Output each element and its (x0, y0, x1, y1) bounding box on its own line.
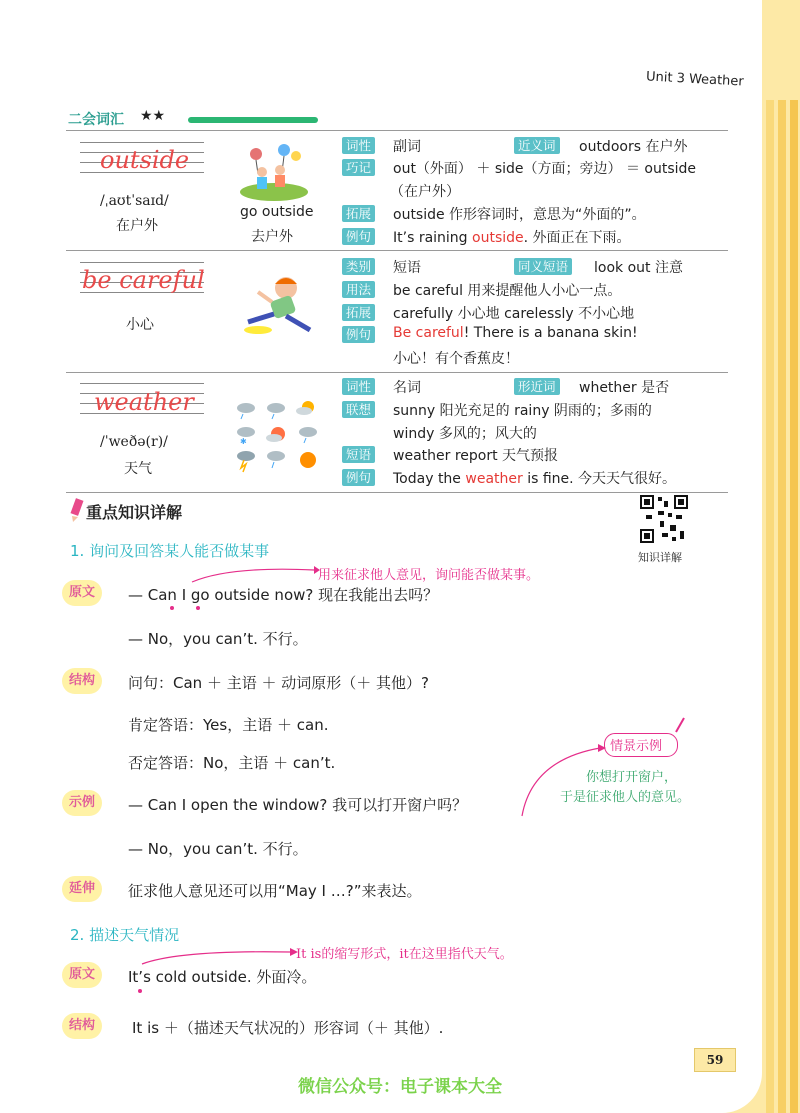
annotation-arrow (190, 560, 320, 586)
slipping-boy-illustration (228, 272, 324, 342)
structure-negative: 否定答语：No，主语 ＋ can’t. (128, 754, 336, 772)
weather-icons-illustration (234, 398, 320, 474)
image-caption: go outside (240, 204, 314, 220)
unit-header: Unit 3 Weather (645, 69, 745, 90)
label-example: 示例 (62, 790, 102, 816)
separator (66, 130, 728, 131)
original-reply: — No，you can’t. 不行。 (128, 630, 308, 648)
phonetic: /ˌaʊtˈsaɪd/ (100, 193, 169, 209)
tag-label: 近义词 (514, 137, 560, 154)
extension-text: 征求他人意见还可以用“May I …?”来表达。 (128, 882, 422, 900)
entry-text: be careful 用来提醒他人小心一点。 (393, 283, 622, 299)
tag-label: 类别 (342, 258, 375, 275)
qr-code-icon[interactable] (638, 493, 690, 545)
kids-outdoors-illustration (238, 140, 310, 202)
footer-watermark: 微信公众号：电子课本大全 (298, 1077, 502, 1097)
annotation-arrow (512, 740, 608, 820)
example-sentence (393, 468, 676, 488)
book-edge-stripe (778, 100, 786, 1113)
separator (66, 250, 728, 251)
tag-label: 词性 (342, 378, 375, 395)
emphasis-dot (138, 989, 142, 993)
entry-text: sunny 阳光充足的 rainy 阴雨的；多雨的 (393, 403, 652, 419)
example-question: — Can I open the window? 我可以打开窗户吗？ (128, 796, 468, 814)
example-sentence (393, 325, 638, 341)
qr-caption: 知识详解 (638, 551, 682, 564)
entry-text: out（外面） ＋ side（方面；旁边） ＝ outside (393, 161, 697, 177)
scene-text: 于是征求他人的意见。 (560, 790, 691, 805)
page-number: 59 (694, 1048, 736, 1072)
tag-label: 巧记 (342, 159, 375, 176)
vocab-word: be careful (82, 266, 205, 294)
tag-label: 短语 (342, 446, 375, 463)
sentence-part: It’s raining (393, 230, 473, 246)
entry-text: 副词 (393, 139, 421, 155)
tag-label: 例句 (342, 469, 375, 486)
structure-question: 问句：Can ＋ 主语 ＋ 动词原形（＋ 其他）? (128, 674, 429, 692)
entry-text: outside 作形容词时，意思为“外面的”。 (393, 207, 646, 223)
emphasis-dot (170, 606, 174, 610)
tag-label: 拓展 (342, 205, 375, 222)
vocab-word: outside (100, 146, 190, 174)
label-original: 原文 (62, 580, 102, 606)
annotation-note: 用来征求他人意见，询问能否做某事。 (318, 568, 540, 583)
phonetic: /ˈweðə(r)/ (100, 434, 168, 450)
entry-text: carefully 小心地 carelessly 不小心地 (393, 306, 635, 322)
tag-label: 例句 (342, 228, 375, 245)
label-structure: 结构 (62, 668, 102, 694)
image-caption: 去户外 (251, 229, 293, 245)
tag-label: 词性 (342, 137, 375, 154)
entry-text: whether 是否 (579, 380, 670, 396)
scene-tag: 情景示例 (610, 739, 663, 754)
entry-text: windy 多风的；风大的 (393, 426, 537, 442)
annotation-arrow (140, 944, 300, 968)
sentence-part: ! There is a banana skin! (463, 325, 638, 341)
tag-label: 形近词 (514, 378, 560, 395)
entry-text: weather report 天气预报 (393, 448, 559, 464)
tag-label: 拓展 (342, 304, 375, 321)
original-sentence: It’s cold outside. 外面冷。 (128, 968, 317, 986)
tag-label: 同义短语 (514, 258, 572, 275)
vocab-title: 二会词汇 (68, 112, 124, 128)
separator (66, 372, 728, 373)
tag-pin-icon (674, 714, 690, 734)
topic-heading: 2. 描述天气情况 (70, 926, 180, 944)
separator (66, 492, 728, 493)
highlight-word: outside (472, 230, 524, 246)
structure-sentence: It is ＋（描述天气状况的）形容词（＋ 其他）. (132, 1019, 444, 1037)
svg-text:✱: ✱ (240, 437, 247, 446)
topic-heading: 1. 询问及回答某人能否做某事 (70, 542, 270, 560)
vocab-word: weather (94, 388, 194, 416)
example-sentence (393, 227, 631, 247)
book-edge-stripe (766, 100, 774, 1113)
original-sentence: — Can I go outside now? 现在我能出去吗？ (128, 586, 439, 604)
scene-text: 你想打开窗户， (586, 770, 678, 785)
word-meaning: 在户外 (116, 218, 158, 234)
title-bar-decoration (188, 117, 318, 123)
sentence-part: . 外面正在下雨。 (523, 230, 631, 246)
word-meaning: 小心 (126, 317, 154, 333)
entry-text: look out 注意 (594, 260, 683, 276)
emphasis-dot (196, 606, 200, 610)
entry-text: outdoors 在户外 (579, 139, 688, 155)
star-rating: ★★ (140, 108, 166, 124)
entry-text: 短语 (393, 260, 421, 276)
tag-label: 例句 (342, 326, 375, 343)
tag-label: 联想 (342, 401, 375, 418)
entry-text: （在户外） (390, 184, 460, 200)
entry-text: 名词 (393, 380, 421, 396)
section-title: 重点知识详解 (86, 503, 183, 522)
highlight-word: weather (465, 471, 523, 487)
label-extension: 延伸 (62, 876, 102, 902)
pencil-icon (68, 498, 86, 522)
book-edge-stripe (790, 100, 798, 1113)
label-structure: 结构 (62, 1013, 102, 1039)
word-meaning: 天气 (124, 461, 152, 477)
sentence-part: Today the (393, 471, 466, 487)
structure-positive: 肯定答语：Yes，主语 ＋ can. (128, 716, 329, 734)
tag-label: 用法 (342, 281, 375, 298)
label-original: 原文 (62, 962, 102, 988)
annotation-note: It is的缩写形式，it在这里指代天气。 (296, 947, 513, 962)
sentence-part: is fine. 今天天气很好。 (522, 471, 677, 487)
example-reply: — No，you can’t. 不行。 (128, 840, 308, 858)
highlight-word: Be careful (393, 325, 464, 341)
entry-text: 小心！有个香蕉皮！ (393, 351, 519, 367)
